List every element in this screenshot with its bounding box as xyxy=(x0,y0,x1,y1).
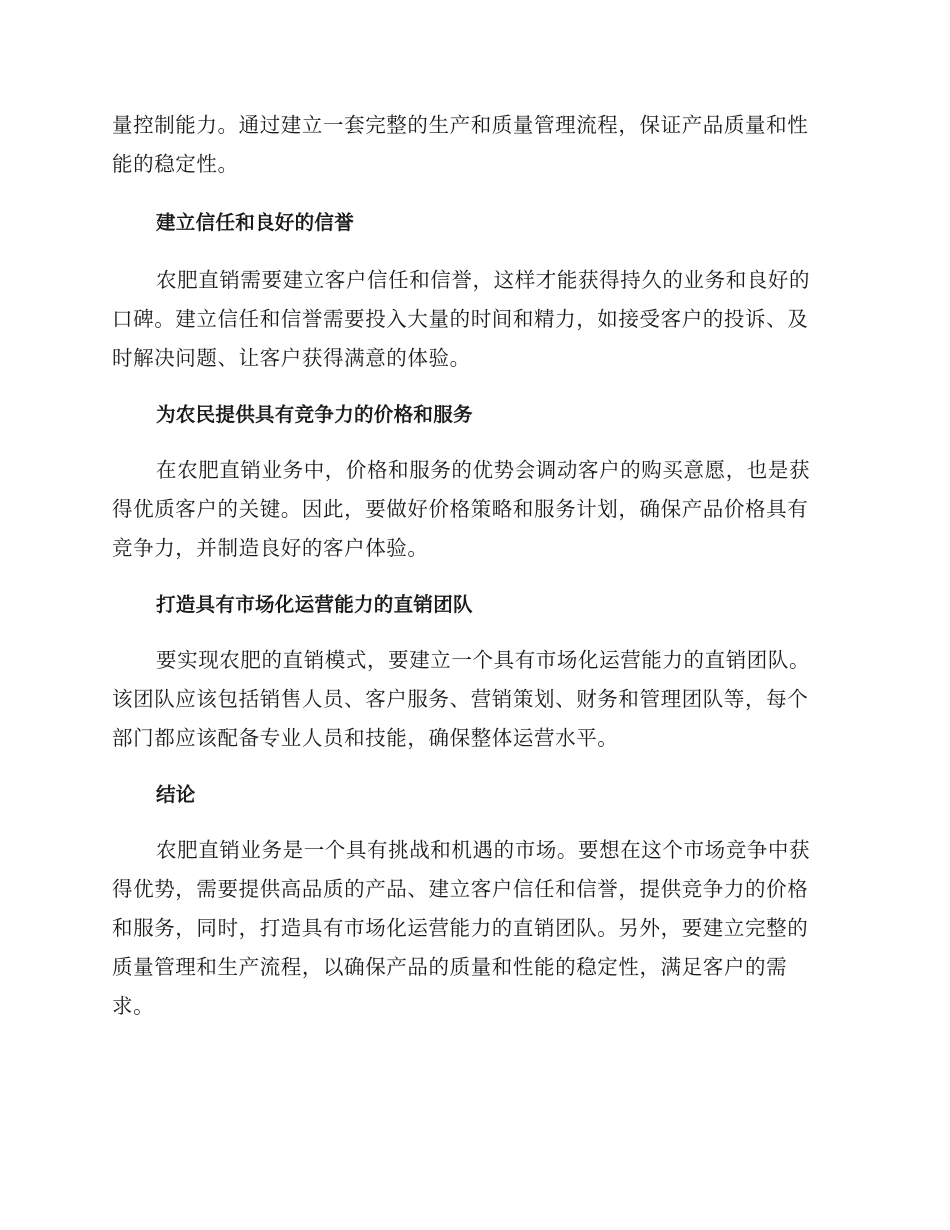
paragraph-line: 时解决问题、让客户获得满意的体验。 xyxy=(112,346,471,370)
paragraph-line: 农肥直销需要建立客户信任和信誉，这样才能获得持久的业务和良好的 xyxy=(156,268,811,292)
section-heading: 结论 xyxy=(156,783,196,806)
section-heading: 打造具有市场化运营能力的直销团队 xyxy=(156,593,473,616)
section-pricing xyxy=(112,395,832,568)
paragraph-line: 该团队应该包括销售人员、客户服务、营销策划、财务和管理团队等，每个 xyxy=(112,687,809,711)
section-team xyxy=(112,585,832,758)
intro-paragraph xyxy=(112,106,832,184)
paragraph-line: 要实现农肥的直销模式，要建立一个具有市场化运营能力的直销团队。 xyxy=(156,648,811,672)
section-trust xyxy=(112,203,832,378)
paragraph-line: 质量管理和生产流程，以确保产品的质量和性能的稳定性，满足客户的需 xyxy=(112,955,788,979)
section-conclusion xyxy=(112,775,832,1026)
section-paragraph xyxy=(112,831,832,1026)
section-paragraph xyxy=(112,451,832,568)
document-page xyxy=(112,106,832,1026)
paragraph-line: 能的稳定性。 xyxy=(112,152,239,176)
section-paragraph xyxy=(112,641,832,758)
paragraph-line: 竞争力，并制造良好的客户体验。 xyxy=(112,536,429,560)
paragraph-line: 农肥直销业务是一个具有挑战和机遇的市场。要想在这个市场竞争中获 xyxy=(156,838,811,862)
paragraph-line: 和服务，同时，打造具有市场化运营能力的直销团队。另外，要建立完整的 xyxy=(112,916,809,940)
paragraph-line: 口碑。建立信任和信誉需要投入大量的时间和精力，如接受客户的投诉、及 xyxy=(112,307,809,331)
paragraph-line: 得优势，需要提供高品质的产品、建立客户信任和信誉，提供竞争力的价格 xyxy=(112,877,809,901)
section-heading: 为农民提供具有竞争力的价格和服务 xyxy=(156,403,473,426)
paragraph-line: 在农肥直销业务中，价格和服务的优势会调动客户的购买意愿，也是获 xyxy=(156,458,811,482)
paragraph-line: 量控制能力。通过建立一套完整的生产和质量管理流程，保证产品质量和性 xyxy=(112,113,809,137)
paragraph-line: 得优质客户的关键。因此，要做好价格策略和服务计划，确保产品价格具有 xyxy=(112,497,809,521)
section-paragraph xyxy=(112,261,832,378)
paragraph-line: 部门都应该配备专业人员和技能，确保整体运营水平。 xyxy=(112,726,619,750)
paragraph-line: 求。 xyxy=(112,994,155,1018)
section-heading: 建立信任和良好的信誉 xyxy=(156,211,355,234)
